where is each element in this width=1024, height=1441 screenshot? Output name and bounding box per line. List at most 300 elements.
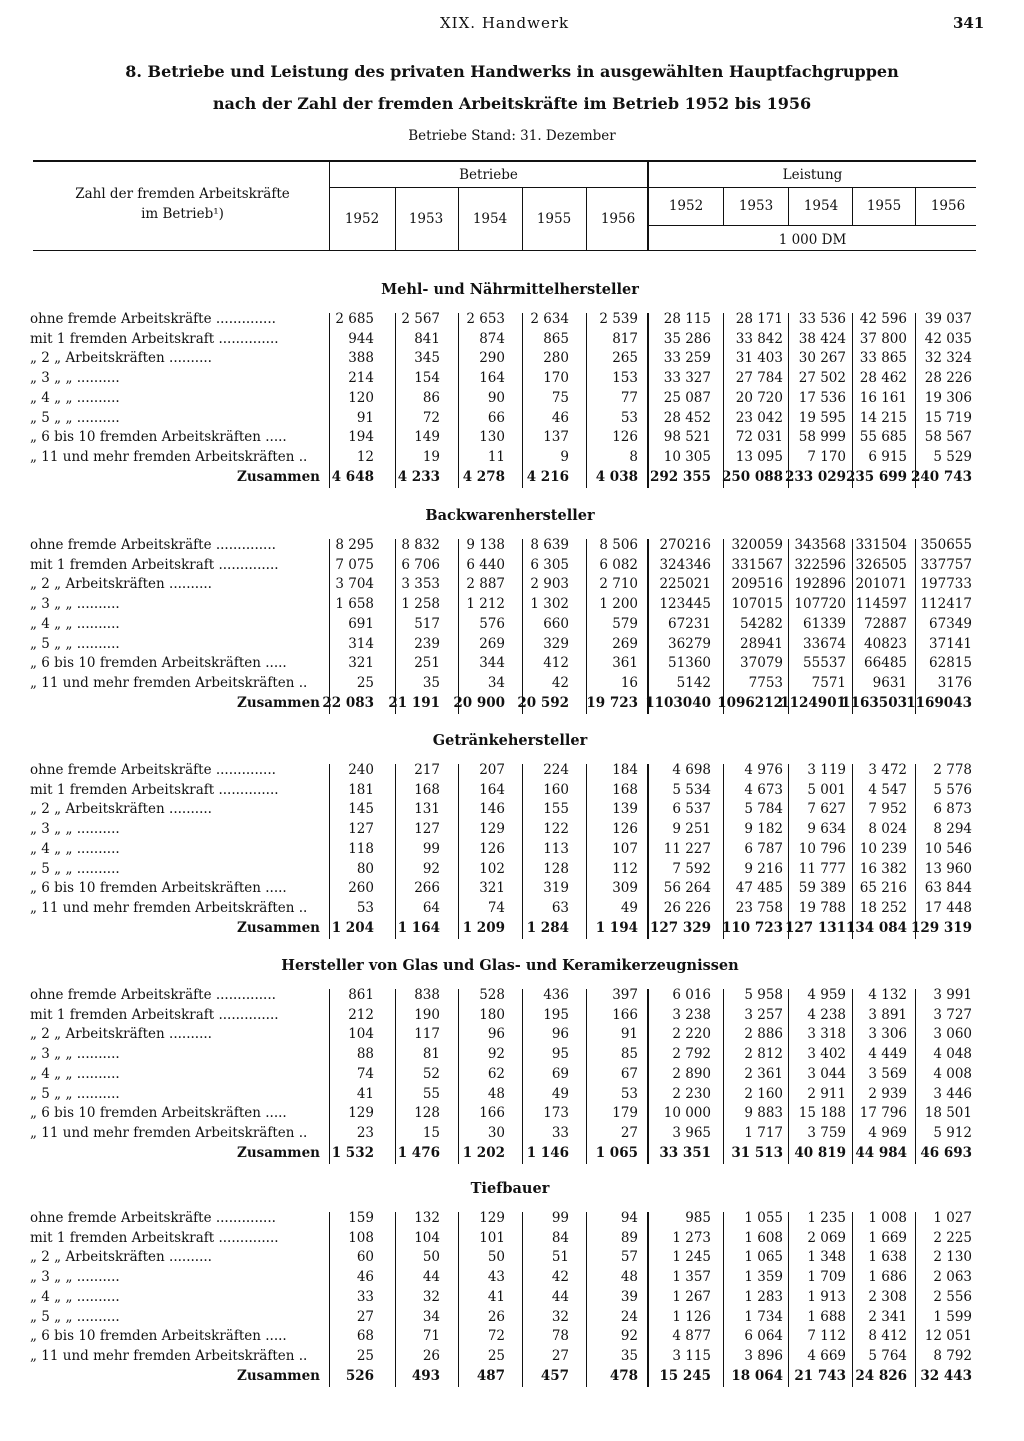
row-label: „ 3 „ „ .......... (30, 1046, 120, 1063)
leistung-cell: 3 402 (807, 1046, 846, 1063)
betriebe-cell: 33 (356, 1288, 374, 1305)
table-subtitle: Betriebe Stand: 31. Dezember (408, 128, 616, 144)
leistung-cell: 6 915 (868, 448, 907, 465)
leistung-cell: 2 220 (672, 1026, 711, 1043)
table-row (0, 1046, 1024, 1066)
leistung-cell: 4 547 (868, 781, 907, 798)
table-row (0, 880, 1024, 900)
betriebe-cell: 2 710 (599, 576, 638, 593)
betriebe-cell: 1 658 (335, 596, 374, 613)
leistung-cell: 18 501 (924, 1105, 972, 1122)
betriebe-cell: 8 295 (335, 537, 374, 553)
section-title: Tiefbauer (470, 1180, 550, 1197)
betriebe-cell: 412 (543, 655, 569, 672)
leistung-cell: 1 267 (672, 1288, 711, 1305)
table-row (0, 1026, 1024, 1046)
leistung-cell: 233 029 (784, 468, 846, 485)
leistung-cell: 5 764 (868, 1347, 907, 1364)
betriebe-cell: 75 (551, 389, 569, 406)
leistung-cell: 3 060 (933, 1026, 972, 1043)
betriebe-cell: 80 (356, 860, 374, 877)
leistung-cell: 23 042 (735, 409, 783, 426)
betriebe-cell: 19 723 (586, 694, 638, 711)
betriebe-cell: 63 (551, 899, 569, 916)
betriebe-cell: 874 (479, 330, 505, 347)
leistung-cell: 331567 (731, 556, 783, 573)
leistung-cell: 1 283 (744, 1288, 783, 1305)
total-label: Zusammen (237, 468, 320, 485)
betriebe-cell: 92 (620, 1328, 638, 1345)
betriebe-cell: 92 (487, 1046, 505, 1063)
betriebe-cell: 122 (543, 821, 569, 838)
leistung-cell: 1 717 (744, 1124, 783, 1141)
leistung-cell: 9 883 (744, 1105, 783, 1122)
leistung-cell: 55 685 (859, 429, 907, 446)
betriebe-cell: 166 (612, 1006, 638, 1023)
leistung-cell: 331504 (855, 537, 907, 553)
leistung-cell: 17 448 (924, 899, 972, 916)
total-label: Zusammen (237, 1367, 320, 1384)
betriebe-cell: 2 539 (599, 311, 638, 327)
leistung-cell: 39 037 (924, 311, 972, 327)
betriebe-cell: 861 (348, 987, 374, 1003)
betriebe-cell: 49 (620, 899, 638, 916)
table-row (0, 1125, 1024, 1145)
leistung-cell: 1 126 (672, 1308, 711, 1325)
leistung-cell: 42 596 (859, 311, 907, 327)
betriebe-cell: 214 (348, 370, 374, 387)
betriebe-cell: 12 (356, 448, 374, 465)
leistung-cell: 8 294 (933, 821, 972, 838)
leistung-cell: 1163503 (841, 694, 907, 711)
table-row (0, 616, 1024, 636)
betriebe-cell: 102 (479, 860, 505, 877)
betriebe-cell: 44 (422, 1269, 440, 1286)
leistung-cell: 17 536 (798, 389, 846, 406)
betriebe-cell: 487 (476, 1367, 505, 1384)
leistung-cell: 42 035 (924, 330, 972, 347)
row-label: „ 4 „ „ .......... (30, 840, 120, 857)
leistung-cell: 37079 (740, 655, 783, 672)
leistung-cell: 72887 (864, 615, 907, 632)
betriebe-cell: 72 (422, 409, 440, 426)
leistung-cell: 225021 (659, 576, 711, 593)
leistung-cell: 32 324 (924, 350, 972, 367)
betriebe-cell: 691 (348, 615, 374, 632)
table-row (0, 537, 1024, 557)
leistung-year-header: 1956 (930, 198, 966, 214)
betriebe-cell: 71 (422, 1328, 440, 1345)
table-row (0, 1210, 1024, 1230)
table-row (0, 1086, 1024, 1106)
table-row (0, 1269, 1024, 1289)
leistung-cell: 337757 (920, 556, 972, 573)
betriebe-cell: 66 (487, 409, 505, 426)
leistung-cell: 3 727 (933, 1006, 972, 1023)
leistung-cell: 7 592 (672, 860, 711, 877)
leistung-cell: 2 792 (672, 1046, 711, 1063)
leistung-cell: 11 227 (663, 840, 711, 857)
leistung-cell: 2 230 (672, 1085, 711, 1102)
leistung-cell: 2 890 (672, 1065, 711, 1082)
betriebe-cell: 94 (620, 1210, 638, 1226)
leistung-cell: 26 226 (663, 899, 711, 916)
betriebe-cell: 62 (487, 1065, 505, 1082)
betriebe-cell: 9 (560, 448, 569, 465)
table-row (0, 449, 1024, 469)
betriebe-cell: 160 (543, 781, 569, 798)
row-label: „ 3 „ „ .......... (30, 1269, 120, 1286)
leistung-year-header: 1955 (866, 198, 902, 214)
leistung-cell: 15 719 (924, 409, 972, 426)
betriebe-cell: 145 (348, 801, 374, 818)
leistung-cell: 4 449 (868, 1046, 907, 1063)
leistung-cell: 250 088 (721, 468, 783, 485)
leistung-cell: 1 913 (807, 1288, 846, 1305)
betriebe-cell: 1 164 (397, 919, 440, 936)
betriebe-cell: 11 (487, 448, 505, 465)
betriebe-cell: 25 (487, 1347, 505, 1364)
table-row (0, 390, 1024, 410)
leistung-cell: 4 673 (744, 781, 783, 798)
year-divider (395, 188, 396, 250)
leistung-cell: 40823 (864, 635, 907, 652)
running-title: XIX. Handwerk (440, 14, 570, 32)
row-label: „ 4 „ „ .......... (30, 1288, 120, 1305)
betriebe-cell: 838 (414, 987, 440, 1003)
betriebe-cell: 35 (422, 674, 440, 691)
betriebe-cell: 1 284 (526, 919, 569, 936)
leistung-year-header: 1954 (803, 198, 839, 214)
betriebe-cell: 86 (422, 389, 440, 406)
betriebe-cell: 20 900 (453, 694, 505, 711)
leistung-cell: 28 452 (663, 409, 711, 426)
leistung-cell: 3 965 (672, 1124, 711, 1141)
table-row (0, 1289, 1024, 1309)
betriebe-cell: 34 (487, 674, 505, 691)
leistung-cell: 10 546 (924, 840, 972, 857)
leistung-cell: 3 896 (744, 1347, 783, 1364)
betriebe-cell: 269 (612, 635, 638, 652)
betriebe-year-header: 1952 (344, 211, 380, 227)
row-label: „ 11 und mehr fremden Arbeitskräften .. (30, 674, 308, 691)
betriebe-cell: 397 (612, 987, 638, 1003)
betriebe-cell: 49 (551, 1085, 569, 1102)
betriebe-cell: 184 (612, 762, 638, 778)
leistung-cell: 44 984 (855, 1144, 907, 1161)
betriebe-cell: 34 (422, 1308, 440, 1325)
betriebe-cell: 4 233 (397, 468, 440, 485)
leistung-cell: 3 472 (868, 762, 907, 778)
leistung-cell: 3 318 (807, 1026, 846, 1043)
leistung-cell: 107720 (794, 596, 846, 613)
betriebe-year-header: 1954 (472, 211, 508, 227)
betriebe-cell: 526 (345, 1367, 374, 1384)
leistung-cell: 55537 (803, 655, 846, 672)
leistung-cell: 5142 (676, 674, 711, 691)
leistung-cell: 8 792 (933, 1347, 972, 1364)
leistung-cell: 19 306 (924, 389, 972, 406)
leistung-cell: 6 873 (933, 801, 972, 818)
betriebe-cell: 269 (479, 635, 505, 652)
leistung-cell: 21 743 (794, 1367, 846, 1384)
betriebe-cell: 26 (487, 1308, 505, 1325)
row-label: „ 11 und mehr fremden Arbeitskräften .. (30, 448, 308, 465)
leistung-cell: 3 257 (744, 1006, 783, 1023)
betriebe-cell: 20 592 (517, 694, 569, 711)
betriebe-cell: 99 (422, 840, 440, 857)
betriebe-cell: 9 138 (466, 537, 505, 553)
leistung-cell: 32 443 (920, 1367, 972, 1384)
leistung-cell: 37 800 (859, 330, 907, 347)
leistung-cell: 1 065 (744, 1249, 783, 1266)
leistung-cell: 13 960 (924, 860, 972, 877)
betriebe-cell: 129 (479, 821, 505, 838)
betriebe-cell: 280 (543, 350, 569, 367)
leistung-cell: 235 699 (845, 468, 907, 485)
leistung-cell: 2 812 (744, 1046, 783, 1063)
betriebe-cell: 2 887 (466, 576, 505, 593)
betriebe-cell: 95 (551, 1046, 569, 1063)
betriebe-cell: 344 (479, 655, 505, 672)
betriebe-cell: 478 (609, 1367, 638, 1384)
row-label: mit 1 fremden Arbeitskraft .............. (30, 781, 279, 798)
total-row (0, 695, 1024, 715)
leistung-cell: 114597 (855, 596, 907, 613)
betriebe-cell: 74 (487, 899, 505, 916)
leistung-cell: 2 160 (744, 1085, 783, 1102)
betriebe-cell: 129 (479, 1210, 505, 1226)
table-row (0, 841, 1024, 861)
leistung-cell: 3 446 (933, 1085, 972, 1102)
leistung-cell: 1 734 (744, 1308, 783, 1325)
betriebe-cell: 159 (348, 1210, 374, 1226)
leistung-cell: 3 238 (672, 1006, 711, 1023)
table-row (0, 370, 1024, 390)
betriebe-cell: 74 (356, 1065, 374, 1082)
leistung-cell: 5 529 (933, 448, 972, 465)
betriebe-cell: 166 (479, 1105, 505, 1122)
year-divider (788, 188, 789, 225)
leistung-cell: 12 051 (924, 1328, 972, 1345)
betriebe-cell: 6 082 (599, 556, 638, 573)
leistung-cell: 18 252 (859, 899, 907, 916)
leistung-cell: 5 001 (807, 781, 846, 798)
leistung-cell: 4 959 (807, 987, 846, 1003)
betriebe-cell: 137 (543, 429, 569, 446)
betriebe-cell: 345 (414, 350, 440, 367)
betriebe-cell: 4 216 (526, 468, 569, 485)
leistung-cell: 47 485 (735, 880, 783, 897)
leistung-cell: 1 709 (807, 1269, 846, 1286)
betriebe-cell: 15 (422, 1124, 440, 1141)
section-title: Getränkehersteller (432, 732, 588, 749)
year-divider (915, 188, 916, 225)
betriebe-cell: 3 704 (335, 576, 374, 593)
leistung-cell: 31 403 (735, 350, 783, 367)
betriebe-cell: 48 (487, 1085, 505, 1102)
betriebe-cell: 78 (551, 1328, 569, 1345)
betriebe-cell: 1 212 (466, 596, 505, 613)
betriebe-cell: 131 (414, 801, 440, 818)
betriebe-cell: 579 (612, 615, 638, 632)
betriebe-cell: 23 (356, 1124, 374, 1141)
page-number: 341 (953, 14, 985, 32)
betriebe-cell: 1 194 (595, 919, 638, 936)
table-row (0, 1007, 1024, 1027)
leistung-cell: 9631 (872, 674, 907, 691)
betriebe-cell: 22 083 (322, 694, 374, 711)
leistung-cell: 292 355 (649, 468, 711, 485)
table-title-line1: 8. Betriebe und Leistung des privaten Handwerks in ausgewählten Hauptfachgruppen (125, 62, 899, 81)
leistung-cell: 33674 (803, 635, 846, 652)
leistung-cell: 4 698 (672, 762, 711, 778)
row-label: ohne fremde Arbeitskräfte .............. (30, 762, 276, 778)
betriebe-cell: 72 (487, 1328, 505, 1345)
betriebe-cell: 164 (479, 781, 505, 798)
betriebe-cell: 129 (348, 1105, 374, 1122)
leistung-cell: 343568 (794, 537, 846, 553)
leistung-cell: 7571 (811, 674, 846, 691)
row-label: „ 2 „ Arbeitskräften .......... (30, 576, 212, 593)
betriebe-cell: 81 (422, 1046, 440, 1063)
leistung-cell: 8 412 (868, 1328, 907, 1345)
total-row (0, 920, 1024, 940)
betriebe-cell: 1 065 (595, 1144, 638, 1161)
leistung-cell: 56 264 (663, 880, 711, 897)
betriebe-cell: 153 (612, 370, 638, 387)
betriebe-cell: 179 (612, 1105, 638, 1122)
betriebe-cell: 164 (479, 370, 505, 387)
leistung-cell: 33 259 (663, 350, 711, 367)
betriebe-cell: 46 (551, 409, 569, 426)
leistung-cell: 1 357 (672, 1269, 711, 1286)
leistung-cell: 30 267 (798, 350, 846, 367)
leistung-cell: 123445 (659, 596, 711, 613)
betriebe-cell: 52 (422, 1065, 440, 1082)
betriebe-cell: 60 (356, 1249, 374, 1266)
row-label: ohne fremde Arbeitskräfte .............. (30, 311, 276, 327)
leistung-cell: 9 216 (744, 860, 783, 877)
betriebe-cell: 101 (479, 1229, 505, 1246)
table-row (0, 311, 1024, 331)
betriebe-cell: 170 (543, 370, 569, 387)
table-row (0, 410, 1024, 430)
leistung-cell: 4 669 (807, 1347, 846, 1364)
leistung-cell: 1 348 (807, 1249, 846, 1266)
table-row (0, 429, 1024, 449)
leistung-cell: 2 361 (744, 1065, 783, 1082)
table-row (0, 1328, 1024, 1348)
total-label: Zusammen (237, 694, 320, 711)
betriebe-cell: 6 305 (530, 556, 569, 573)
leistung-cell: 1 273 (672, 1229, 711, 1246)
table-row (0, 675, 1024, 695)
leistung-cell: 5 958 (744, 987, 783, 1003)
table-row (0, 762, 1024, 782)
betriebe-cell: 88 (356, 1046, 374, 1063)
leistung-cell: 28 115 (663, 311, 711, 327)
betriebe-cell: 266 (414, 880, 440, 897)
leistung-cell: 192896 (794, 576, 846, 593)
leistung-cell: 324346 (659, 556, 711, 573)
betriebe-cell: 314 (348, 635, 374, 652)
leistung-cell: 2 130 (933, 1249, 972, 1266)
betriebe-cell: 3 353 (401, 576, 440, 593)
betriebe-cell: 91 (620, 1026, 638, 1043)
betriebe-cell: 388 (348, 350, 374, 367)
leistung-cell: 5 534 (672, 781, 711, 798)
leistung-cell: 1 245 (672, 1249, 711, 1266)
betriebe-cell: 1 302 (530, 596, 569, 613)
leistung-cell: 46 693 (920, 1144, 972, 1161)
leistung-cell: 58 999 (798, 429, 846, 446)
row-label: „ 11 und mehr fremden Arbeitskräften .. (30, 899, 308, 916)
stub-header-line1: Zahl der fremden Arbeitskräfte (75, 186, 290, 202)
row-label: „ 6 bis 10 fremden Arbeitskräften ..... (30, 1328, 287, 1345)
betriebe-cell: 1 532 (331, 1144, 374, 1161)
leistung-cell: 2 308 (868, 1288, 907, 1305)
leistung-cell: 2 341 (868, 1308, 907, 1325)
table-row (0, 861, 1024, 881)
betriebe-cell: 2 653 (466, 311, 505, 327)
leistung-cell: 15 245 (659, 1367, 711, 1384)
betriebe-cell: 96 (551, 1026, 569, 1043)
betriebe-cell: 25 (356, 1347, 374, 1364)
leistung-cell: 66485 (864, 655, 907, 672)
row-label: mit 1 fremden Arbeitskraft .............. (30, 1229, 279, 1246)
leistung-cell: 3 044 (807, 1065, 846, 1082)
betriebe-cell: 104 (348, 1026, 374, 1043)
betriebe-cell: 2 685 (335, 311, 374, 327)
betriebe-cell: 224 (543, 762, 569, 778)
betriebe-cell: 67 (620, 1065, 638, 1082)
betriebe-cell: 194 (348, 429, 374, 446)
betriebe-cell: 319 (543, 880, 569, 897)
betriebe-cell: 112 (612, 860, 638, 877)
leistung-cell: 59 389 (798, 880, 846, 897)
section-title: Mehl- und Nährmittelhersteller (381, 281, 639, 298)
leistung-cell: 10 305 (663, 448, 711, 465)
betriebe-cell: 27 (551, 1347, 569, 1364)
row-label: „ 4 „ „ .......... (30, 1065, 120, 1082)
leistung-cell: 10 796 (798, 840, 846, 857)
betriebe-cell: 7 075 (335, 556, 374, 573)
betriebe-cell: 660 (543, 615, 569, 632)
betriebe-cell: 53 (356, 899, 374, 916)
betriebe-cell: 1 200 (599, 596, 638, 613)
table-row (0, 1249, 1024, 1269)
betriebe-cell: 168 (612, 781, 638, 798)
betriebe-cell: 33 (551, 1124, 569, 1141)
table-row (0, 1066, 1024, 1086)
table-row (0, 1105, 1024, 1125)
row-label: mit 1 fremden Arbeitskraft .............. (30, 1006, 279, 1023)
year-divider (586, 188, 587, 250)
leistung-cell: 3 569 (868, 1065, 907, 1082)
year-divider (458, 188, 459, 250)
betriebe-cell: 96 (487, 1026, 505, 1043)
betriebe-cell: 53 (620, 409, 638, 426)
leistung-cell: 1124901 (780, 694, 846, 711)
leistung-cell: 107015 (731, 596, 783, 613)
leistung-cell: 6 787 (744, 840, 783, 857)
group-rule (330, 187, 976, 188)
leistung-cell: 7753 (748, 674, 783, 691)
leistung-cell: 1 688 (807, 1308, 846, 1325)
row-label: „ 2 „ Arbeitskräften .......... (30, 1249, 212, 1266)
table-title-line2: nach der Zahl der fremden Arbeitskräfte im Betrieb 1952 bis 1956 (212, 94, 812, 113)
